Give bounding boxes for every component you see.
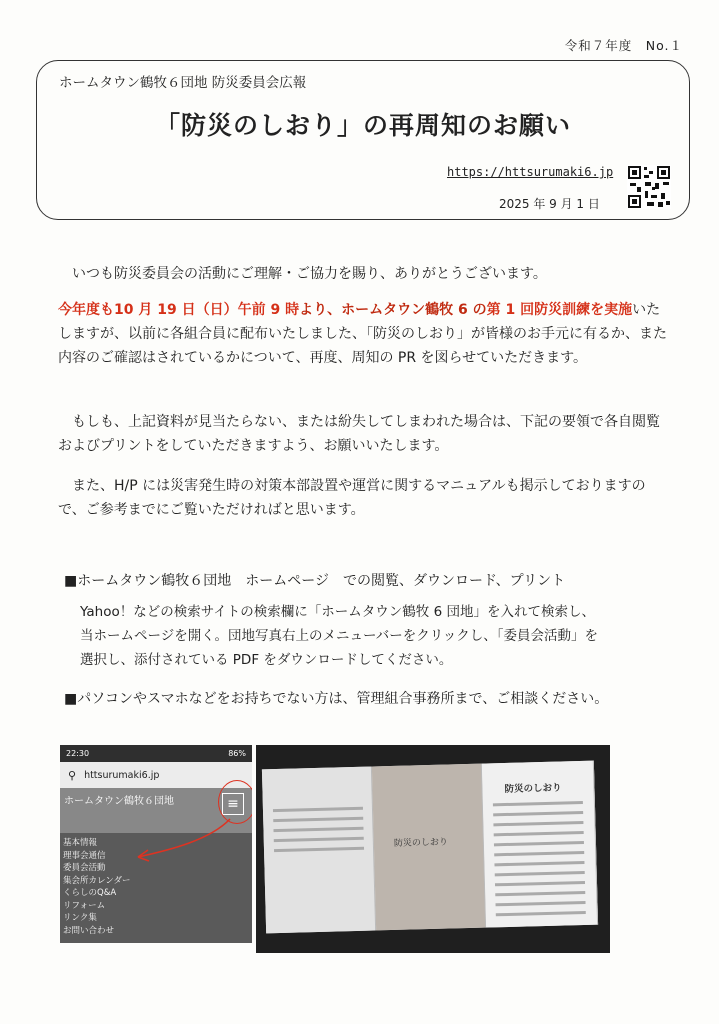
page-title: 「防災のしおり」の再周知のお願い xyxy=(154,111,571,140)
phone-address: httsurumaki6.jp xyxy=(84,769,160,781)
paragraph-drill xyxy=(58,298,670,370)
org-name: ホームタウン鶴牧６団地 防災委員会広報 xyxy=(59,75,307,91)
menu-item: リンク集 xyxy=(63,913,97,923)
phone-screenshot xyxy=(60,745,252,943)
text-lines xyxy=(493,801,586,923)
menu-item: 基本情報 xyxy=(63,838,98,848)
drill-location: より、ホームタウン鶴牧 6 の xyxy=(299,302,487,318)
paragraph-lost: もしも、上記資料が見当たらない、または紛失してしまわれた場合は、下記の要領で各自閲覧およびプリントをしていただきますよう、お願いいたします。 xyxy=(58,414,660,454)
menu-item: くらしのQ&A xyxy=(63,888,117,898)
phone-status-bar xyxy=(60,745,252,762)
menu-item: 理事会通信 xyxy=(63,850,106,861)
red-arrow-icon xyxy=(130,815,240,865)
drill-date: 10 月 19 日（日）午前 9 時 xyxy=(114,302,300,318)
section-homepage-body xyxy=(80,600,680,672)
menu-item: 集会所カレンダー xyxy=(63,875,131,886)
pamphlet-panel-middle xyxy=(372,764,486,931)
header-box xyxy=(36,60,690,220)
text-lines xyxy=(273,807,364,859)
pamphlet-image xyxy=(262,761,598,934)
drill-event: 第 1 回防災訓練を実施 xyxy=(486,302,633,318)
pamphlet-heading: 防災のしおり xyxy=(504,782,562,796)
pamphlet-panel-left xyxy=(262,766,376,933)
phone-battery: 86% xyxy=(228,749,246,758)
paragraph-greeting: いつも防災委員会の活動にご理解・ご協力を賜り、ありがとうございます。 xyxy=(72,266,547,282)
hamburger-menu-icon: ≡ xyxy=(222,793,244,815)
issue-number: 令和７年度 No.１ xyxy=(564,38,683,53)
instruction-line: 選択し、添付されている PDF をダウンロードしてください。 xyxy=(80,652,453,668)
drill-intro: 今年度も xyxy=(58,302,114,318)
search-icon: ⚲ xyxy=(68,768,77,782)
section-homepage-heading: ■ホームタウン鶴牧６団地 ホームページ での閲覧、ダウンロード、プリント xyxy=(64,573,566,589)
menu-item: リフォーム xyxy=(63,900,106,911)
instruction-line: 当ホームページを開く。団地写真右上のメニューバーをクリックし、「委員会活動」を xyxy=(80,628,598,644)
menu-item: お問い合わせ xyxy=(63,925,115,936)
menu-item: 委員会活動 xyxy=(63,863,106,873)
qr-code-icon xyxy=(627,165,671,209)
pamphlet-panel-right xyxy=(482,761,598,928)
phone-address-bar xyxy=(60,762,252,788)
drill-details: いたしますが、以前に各組合員に配布いたしました、「防災のしおり」が皆様のお手元に有るか、また内容のご確認はされているかについて、再度、周知の PR を図らせていただきます。 xyxy=(58,302,667,366)
pamphlet-cover-title: 防災のしおり xyxy=(393,837,449,849)
phone-time: 22:30 xyxy=(66,749,90,758)
issue-date: 2025 年 9 月 1 日 xyxy=(499,197,600,211)
phone-hero-text: ホームタウン鶴牧６団地 xyxy=(64,796,174,807)
instruction-line: Yahoo！などの検索サイトの検索欄に「ホームタウン鶴牧 6 団地」を入れて検索し、 xyxy=(80,604,595,620)
pamphlet-photo xyxy=(256,745,610,953)
website-link[interactable]: https://httsurumaki6.jp xyxy=(447,165,614,179)
paragraph-manual: また、H/P には災害発生時の対策本部設置や運営に関するマニュアルも掲示しておりますので、ご参考までにご覧いただければと思います。 xyxy=(58,478,646,518)
section-consult-heading: ■パソコンやスマホなどをお持ちでない方は、管理組合事務所まで、ご相談ください。 xyxy=(64,691,609,707)
